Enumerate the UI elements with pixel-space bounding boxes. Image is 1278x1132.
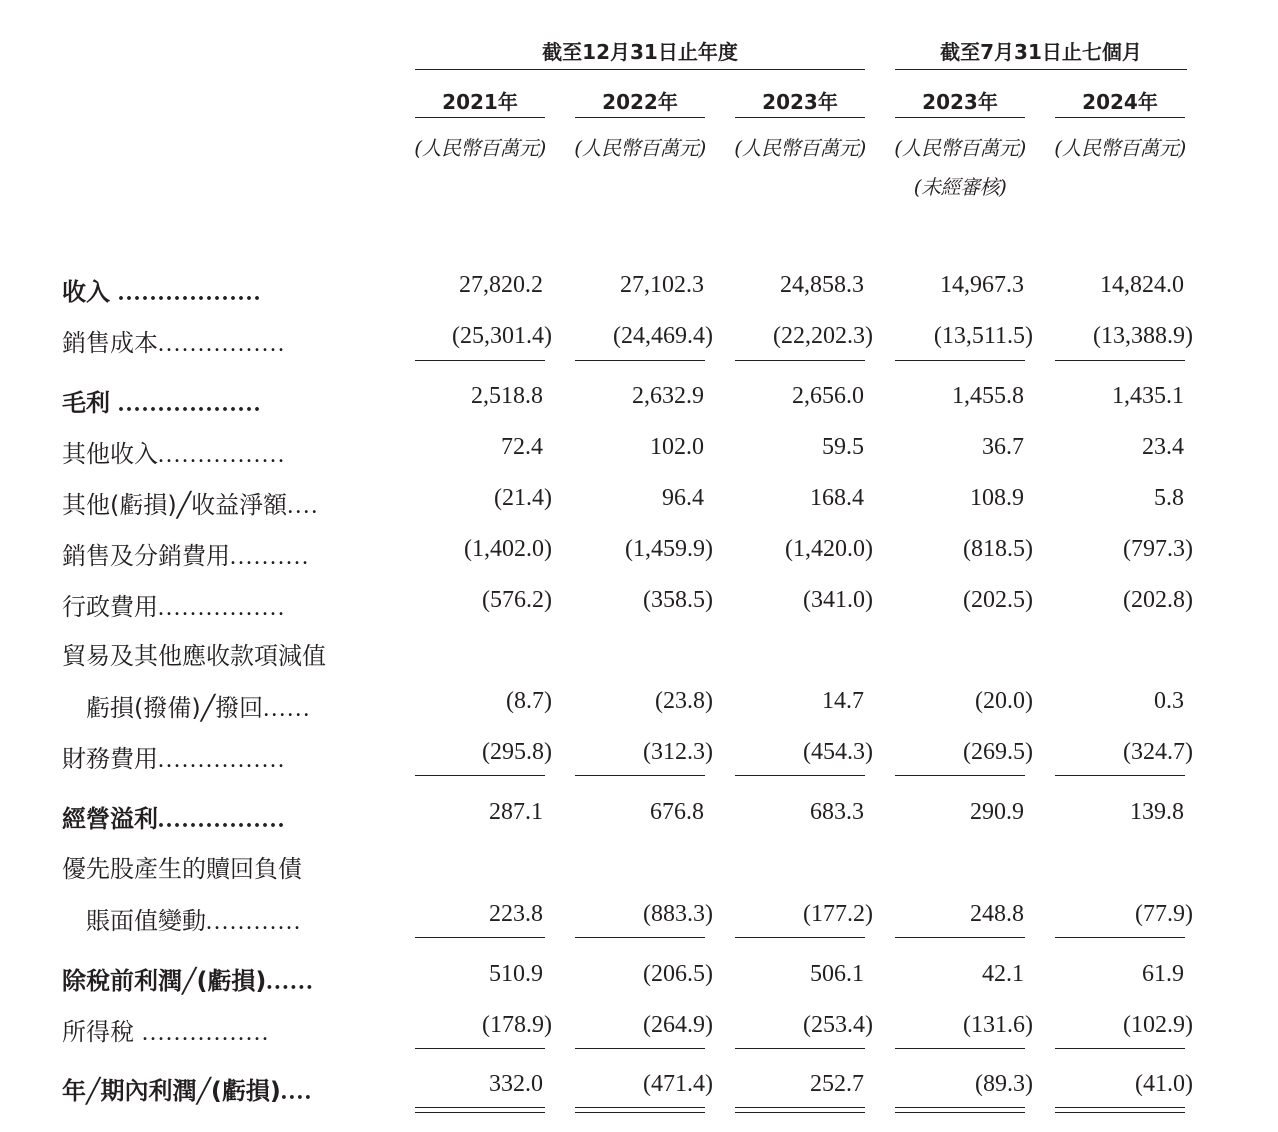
row-label <box>62 739 286 774</box>
year-rule-2 <box>575 117 705 118</box>
row-label-text: 銷售及分銷費用 <box>62 542 230 570</box>
subtotal-rule <box>895 937 1025 938</box>
cell-value: (202.8) <box>1123 587 1193 613</box>
unit-label-2: (人民幣百萬元) <box>574 136 706 160</box>
leader-dots: ............ <box>206 909 302 935</box>
row-label-text: 優先股產生的贖回負債 <box>62 855 302 883</box>
cell-value: (341.0) <box>803 587 873 613</box>
cell-value: 14,824.0 <box>1100 272 1184 298</box>
leader-dots: ................ <box>158 807 286 833</box>
cell-value: 72.4 <box>501 434 543 460</box>
cell-value: 139.8 <box>1130 799 1184 825</box>
cell-value: (202.5) <box>963 587 1033 613</box>
header-group-rule-a <box>415 69 865 70</box>
unit-label-1: (人民幣百萬元) <box>414 136 546 160</box>
row-label <box>62 1071 313 1106</box>
cell-value: (312.3) <box>643 739 713 765</box>
total-double-rule <box>575 1107 705 1113</box>
subtotal-rule <box>415 360 545 361</box>
year-rule-5 <box>1055 117 1185 118</box>
cell-value: 14.7 <box>822 688 864 714</box>
cell-value: (797.3) <box>1123 536 1193 562</box>
cell-value: (295.8) <box>482 739 552 765</box>
leader-dots: .................. <box>110 391 262 417</box>
year-header-2023: 2023年 <box>762 90 838 114</box>
row-label-text: 所得稅 <box>62 1018 134 1046</box>
total-double-rule <box>1055 1107 1185 1113</box>
cell-value: 332.0 <box>489 1071 543 1097</box>
year-rule-4 <box>895 117 1025 118</box>
subtotal-rule <box>735 360 865 361</box>
cell-value: (178.9) <box>482 1012 552 1038</box>
row-label <box>62 536 310 571</box>
subtotal-rule <box>575 775 705 776</box>
row-label-text: 收入 <box>62 278 110 306</box>
cell-value: 14,967.3 <box>940 272 1024 298</box>
subtotal-rule <box>895 360 1025 361</box>
cell-value: 2,518.8 <box>471 383 543 409</box>
cell-value: (23.8) <box>655 688 713 714</box>
cell-value: 42.1 <box>982 961 1024 987</box>
subtotal-rule <box>415 775 545 776</box>
subtotal-rule <box>895 775 1025 776</box>
cell-value: 108.9 <box>970 485 1024 511</box>
subtotal-rule <box>1055 1048 1185 1049</box>
row-label <box>62 323 286 358</box>
year-header-2022: 2022年 <box>602 90 678 114</box>
cell-value: (13,511.5) <box>933 323 1033 349</box>
year-header-2021: 2021年 <box>442 90 518 114</box>
subtotal-rule <box>895 1048 1025 1049</box>
row-label-text: 年╱期內利潤╱(虧損) <box>62 1077 281 1105</box>
row-label <box>62 636 326 671</box>
cell-value: 23.4 <box>1142 434 1184 460</box>
cell-value: (883.3) <box>643 901 713 927</box>
cell-value: (1,402.0) <box>464 536 552 562</box>
row-label-text: 財務費用 <box>62 745 158 773</box>
cell-value: 27,820.2 <box>459 272 543 298</box>
row-label <box>62 961 314 996</box>
leader-dots: .......... <box>230 544 310 570</box>
row-label-text: 貿易及其他應收款項減值 <box>62 642 326 670</box>
row-label-text: 經營溢利 <box>62 805 158 833</box>
cell-value: 2,656.0 <box>792 383 864 409</box>
row-label <box>62 485 319 520</box>
cell-value: 676.8 <box>650 799 704 825</box>
cell-value: (454.3) <box>803 739 873 765</box>
subtotal-rule <box>1055 360 1185 361</box>
cell-value: 59.5 <box>822 434 864 460</box>
row-label <box>86 688 311 723</box>
cell-value: 506.1 <box>810 961 864 987</box>
cell-value: (8.7) <box>506 688 552 714</box>
cell-value: 2,632.9 <box>632 383 704 409</box>
subtotal-rule <box>1055 775 1185 776</box>
cell-value: 1,455.8 <box>952 383 1024 409</box>
year-rule-1 <box>415 117 545 118</box>
subtotal-rule <box>575 937 705 938</box>
cell-value: 287.1 <box>489 799 543 825</box>
unit-label-5: (人民幣百萬元) <box>1054 136 1186 160</box>
leader-dots: .... <box>287 493 320 519</box>
cell-value: (102.9) <box>1123 1012 1193 1038</box>
row-label-text: 銷售成本 <box>62 329 158 357</box>
cell-value: 27,102.3 <box>620 272 704 298</box>
cell-value: (818.5) <box>963 536 1033 562</box>
cell-value: 96.4 <box>662 485 704 511</box>
row-label-text: 其他收入 <box>62 440 158 468</box>
leader-dots: ................ <box>158 595 286 621</box>
row-label-text: 虧損(撥備)╱撥回 <box>86 694 264 722</box>
cell-value: 61.9 <box>1142 961 1184 987</box>
cell-value: (471.4) <box>643 1071 713 1097</box>
subtotal-rule <box>575 1048 705 1049</box>
cell-value: (264.9) <box>643 1012 713 1038</box>
leader-dots: ................ <box>134 1020 270 1046</box>
row-label <box>62 1012 270 1047</box>
cell-value: 510.9 <box>489 961 543 987</box>
leader-dots: .... <box>280 1079 313 1105</box>
unaudited-label: (未經審核) <box>913 175 1007 199</box>
row-label <box>62 849 302 884</box>
row-label-text: 賬面值變動 <box>86 907 206 935</box>
header-group-rule-b <box>895 69 1187 70</box>
cell-value: (89.3) <box>975 1071 1033 1097</box>
leader-dots: ...... <box>266 969 315 995</box>
row-label-text: 除稅前利潤╱(虧損) <box>62 967 267 995</box>
row-label <box>62 434 286 469</box>
cell-value: (1,420.0) <box>785 536 873 562</box>
subtotal-rule <box>415 937 545 938</box>
cell-value: (22,202.3) <box>773 323 873 349</box>
row-label <box>62 272 262 307</box>
cell-value: 168.4 <box>810 485 864 511</box>
total-double-rule <box>895 1107 1025 1113</box>
cell-value: 248.8 <box>970 901 1024 927</box>
leader-dots: ................ <box>158 442 286 468</box>
cell-value: 223.8 <box>489 901 543 927</box>
cell-value: 252.7 <box>810 1071 864 1097</box>
subtotal-rule <box>1055 937 1185 938</box>
cell-value: 24,858.3 <box>780 272 864 298</box>
year-header-2023-7m: 2023年 <box>922 90 998 114</box>
cell-value: (41.0) <box>1135 1071 1193 1097</box>
leader-dots: ................ <box>158 747 286 773</box>
leader-dots: ...... <box>263 696 312 722</box>
cell-value: (206.5) <box>643 961 713 987</box>
year-rule-3 <box>735 117 865 118</box>
header-group-seven-months: 截至7月31日止七個月 <box>940 40 1142 64</box>
cell-value: (324.7) <box>1123 739 1193 765</box>
subtotal-rule <box>735 937 865 938</box>
cell-value: 1,435.1 <box>1112 383 1184 409</box>
cell-value: 102.0 <box>650 434 704 460</box>
cell-value: (1,459.9) <box>625 536 713 562</box>
cell-value: 0.3 <box>1154 688 1184 714</box>
row-label-text: 其他(虧損)╱收益淨額 <box>62 491 288 519</box>
cell-value: (253.4) <box>803 1012 873 1038</box>
row-label <box>62 383 262 418</box>
total-double-rule <box>735 1107 865 1113</box>
row-label <box>86 901 302 936</box>
cell-value: (177.2) <box>803 901 873 927</box>
cell-value: (24,469.4) <box>613 323 713 349</box>
total-double-rule <box>415 1107 545 1113</box>
unit-label-4: (人民幣百萬元) <box>894 136 1026 160</box>
unit-label-3: (人民幣百萬元) <box>734 136 866 160</box>
leader-dots: .................. <box>110 280 262 306</box>
cell-value: (13,388.9) <box>1093 323 1193 349</box>
cell-value: 36.7 <box>982 434 1024 460</box>
row-label-text: 毛利 <box>62 389 110 417</box>
subtotal-rule <box>735 1048 865 1049</box>
cell-value: 683.3 <box>810 799 864 825</box>
subtotal-rule <box>575 360 705 361</box>
cell-value: (77.9) <box>1135 901 1193 927</box>
cell-value: (21.4) <box>494 485 552 511</box>
cell-value: (20.0) <box>975 688 1033 714</box>
row-label <box>62 587 286 622</box>
subtotal-rule <box>735 775 865 776</box>
header-group-year-ended: 截至12月31日止年度 <box>542 40 738 64</box>
row-label <box>62 799 286 834</box>
cell-value: 290.9 <box>970 799 1024 825</box>
cell-value: (576.2) <box>482 587 552 613</box>
cell-value: (358.5) <box>643 587 713 613</box>
row-label-text: 行政費用 <box>62 593 158 621</box>
cell-value: 5.8 <box>1154 485 1184 511</box>
cell-value: (25,301.4) <box>452 323 552 349</box>
leader-dots: ................ <box>158 331 286 357</box>
subtotal-rule <box>415 1048 545 1049</box>
year-header-2024-7m: 2024年 <box>1082 90 1158 114</box>
cell-value: (131.6) <box>963 1012 1033 1038</box>
cell-value: (269.5) <box>963 739 1033 765</box>
